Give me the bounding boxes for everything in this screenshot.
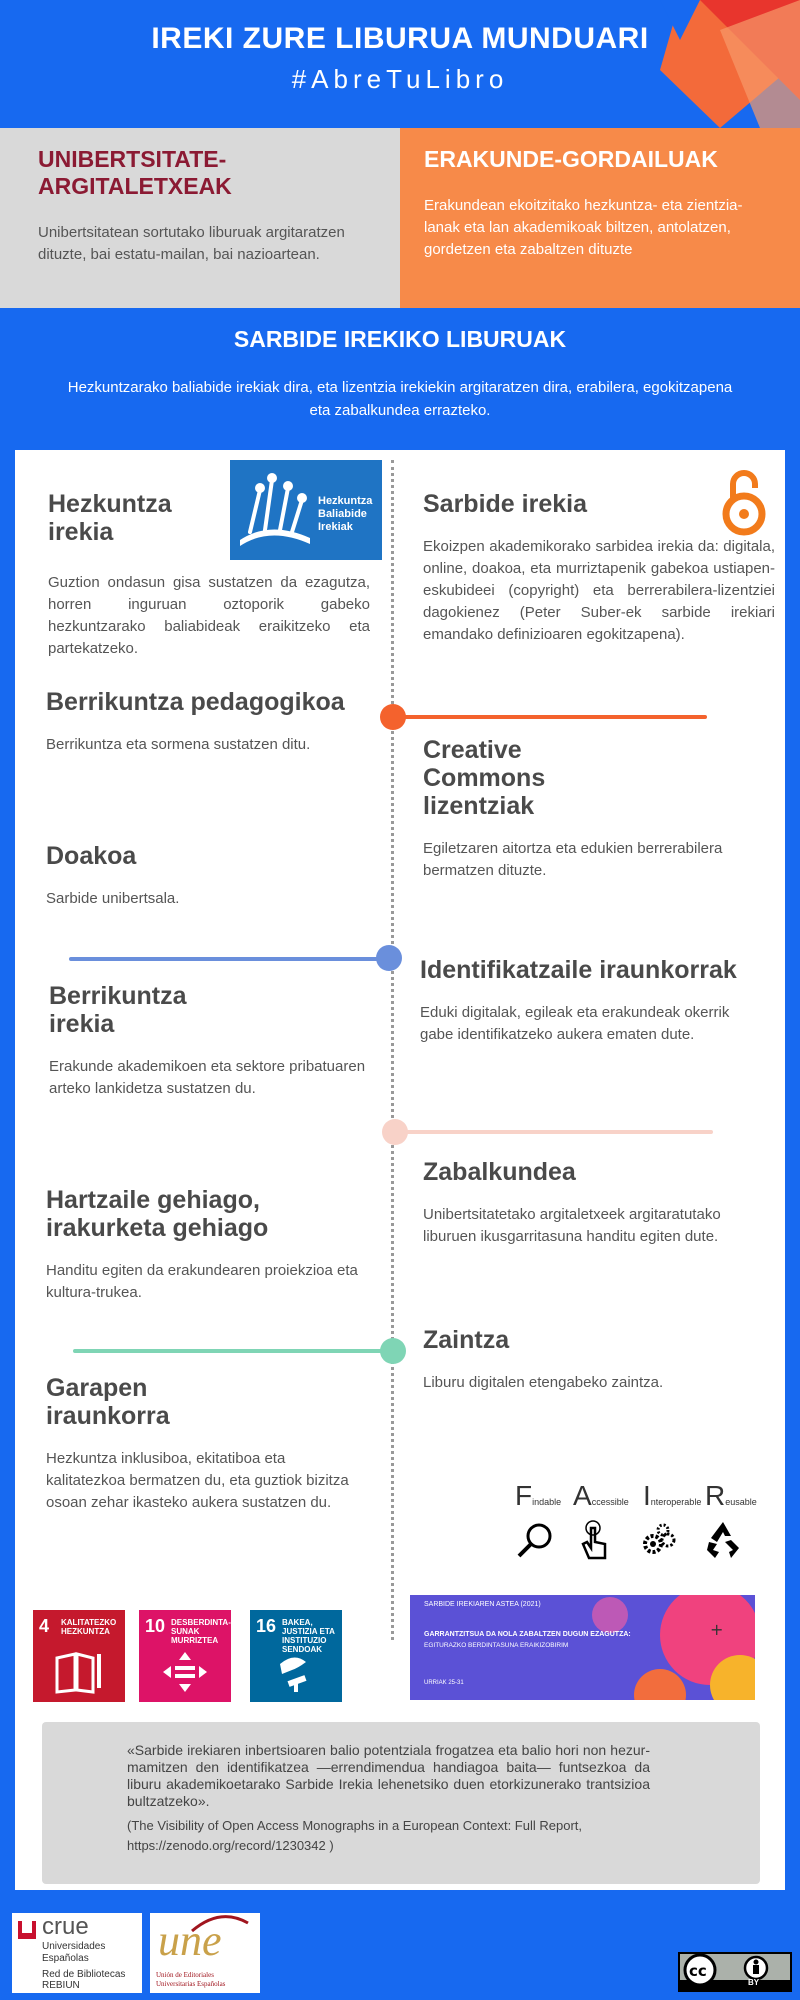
fair-accessible: Accessible bbox=[573, 1480, 629, 1511]
item-title: Garapen iraunkorra bbox=[46, 1374, 170, 1430]
timeline-dot-red bbox=[380, 704, 406, 730]
item-text: Ekoizpen akademikorako sarbidea irekia da: digitala, online, doakoa, eta murriztapenik gabekoa ustiapen-eskubideei (copyright) eta berrerabilera-lizentziei dagokienez (Peter Suber-ek sarbide irekiari emandako definizioaren egokitzapena). bbox=[423, 538, 775, 643]
recycle-icon bbox=[703, 1520, 743, 1560]
book-hands-icon bbox=[230, 460, 318, 560]
item-text: Erakunde akademikoen eta sektore pribatuaren arteko lankidetza sustatzen du. bbox=[49, 1058, 366, 1097]
item-title: Zabalkundea bbox=[423, 1158, 576, 1186]
item-title: Sarbide irekia bbox=[423, 490, 587, 518]
item-free bbox=[46, 842, 366, 910]
open-books-title: SARBIDE IREKIKO LIBURUAK bbox=[233, 326, 567, 352]
item-title: Creative Commons lizentziak bbox=[423, 736, 546, 820]
header bbox=[0, 0, 800, 128]
item-text: Handitu egiten da erakundearen proiekzioa eta kultura-trukea. bbox=[46, 1262, 358, 1301]
fair-findable: Findable bbox=[515, 1480, 562, 1511]
repositories-title: ERAKUNDE-GORDAILUAK bbox=[424, 146, 718, 172]
timeline-dot-pink bbox=[382, 1119, 408, 1145]
hand-pointer-icon bbox=[573, 1520, 613, 1560]
item-text: Unibertsitatetako argitaletxeek argitaratutako liburuen ikusgarritasuna handitu egiten dute. bbox=[423, 1206, 721, 1245]
sdg-16-badge: 16 BAKEA, JUSTIZIA ETA INSTITUZIO SENDOAK bbox=[250, 1610, 342, 1702]
timeline-dot-green bbox=[380, 1338, 406, 1364]
open-books-intro: Hezkuntzarako baliabide irekiak dira, eta lizentzia irekiekin argitaratzen dira, erabilera, egokitzapena eta zabalkundea errazteko. bbox=[67, 379, 733, 419]
university-presses-text: Unibertsitatean sortutako liburuak argitaratzen dituzte, bai estatu-mailan, bai nazioartean. bbox=[38, 224, 345, 263]
equality-arrows-icon bbox=[161, 1650, 209, 1694]
page-title: IREKI ZURE LIBURUA MUNDUARI bbox=[151, 22, 649, 55]
quote-box bbox=[42, 1722, 760, 1884]
quote-text: «Sarbide irekiaren inbertsioaren balio potentziala frogatzea eta balio hori non hezur-mamitzen den identifikatzea —errendimendua handiagoa baita— funtsezkoa da liburu akademikoetarako Sarbide Irekia lehenetsiko duen etorkizunerako trantsizioa bultzatzeko». bbox=[127, 1742, 650, 1809]
timeline-line-green bbox=[73, 1349, 391, 1353]
item-open-innovation bbox=[49, 982, 379, 1100]
repositories-text: Erakundean ekoitzitako hezkuntza- eta zientzia-lanak eta lan akademikoak biltzen, antolatzen, gordetzen eta zabaltzen dituzte bbox=[424, 197, 743, 258]
item-text: Berrikuntza eta sormena sustatzen ditu. bbox=[46, 736, 311, 753]
item-title: Hezkuntza irekia bbox=[48, 490, 172, 546]
item-text: Hezkuntza inklusiboa, ekitatiboa eta kalitatezkoa bermatzen du, eta guztiok bizitza osoan zehar ikasteko aukera sustatzen du. bbox=[46, 1450, 349, 1511]
hashtag: #AbreTuLibro bbox=[291, 64, 509, 94]
timeline-line-blue bbox=[69, 957, 391, 961]
item-more-readers bbox=[46, 1186, 366, 1304]
item-open-access bbox=[423, 490, 775, 646]
item-preservation bbox=[423, 1326, 763, 1394]
item-text: Sarbide unibertsala. bbox=[46, 890, 180, 907]
cc-by-icon bbox=[680, 1954, 790, 1990]
svg-text:+: + bbox=[710, 1620, 724, 1639]
item-title: Berrikuntza irekia bbox=[49, 982, 187, 1038]
item-text: Egiletzaren aitortza eta edukien berrerabilera bermatzen dituzte. bbox=[423, 840, 723, 879]
une-logo: une Unión de Editoriales Universitarias Españolas bbox=[150, 1913, 260, 1993]
item-sustainable-development bbox=[46, 1374, 366, 1514]
item-title: Identifikatzaile iraunkorrak bbox=[420, 956, 737, 984]
item-persistent-identifiers bbox=[420, 956, 760, 1046]
gears-icon bbox=[639, 1520, 679, 1560]
university-presses-panel bbox=[0, 128, 400, 308]
une-swoosh-icon bbox=[190, 1913, 250, 1933]
fair-principles bbox=[515, 1480, 755, 1570]
sdg-10-badge: 10 DESBERDINTA-SUNAK MURRIZTEA bbox=[139, 1610, 231, 1702]
item-open-education-text bbox=[48, 572, 370, 660]
magnifier-icon bbox=[515, 1520, 555, 1560]
item-pedagogical-innovation bbox=[46, 688, 366, 756]
corner-decoration-icon bbox=[660, 0, 800, 128]
item-text: Liburu digitalen etengabeko zaintza. bbox=[423, 1374, 664, 1391]
item-title: Berrikuntza pedagogikoa bbox=[46, 688, 345, 716]
crue-mark-icon bbox=[16, 1919, 38, 1941]
timeline-spine bbox=[391, 460, 394, 1640]
timeline-line-pink bbox=[395, 1130, 713, 1134]
open-education-logo bbox=[230, 460, 382, 560]
timeline-dot-blue bbox=[376, 945, 402, 971]
crue-logo: crue Universidades Españolas Red de Bibliotecas REBIUN bbox=[12, 1913, 142, 1993]
open-education-logo-text: Hezkuntza Baliabide Irekiak bbox=[318, 495, 373, 533]
banner-line-3: EGITURAZKO BERDINTASUNA ERAIKIZOBIRIM bbox=[424, 1642, 569, 1649]
item-creative-commons bbox=[423, 736, 753, 882]
item-title: Zaintza bbox=[423, 1326, 510, 1354]
item-title: Hartzaile gehiago, irakurketa gehiago bbox=[46, 1186, 269, 1242]
timeline-line-red bbox=[395, 715, 707, 719]
item-text: Eduki digitalak, egileak eta erakundeak okerrik gabe identifikatzeko aukera ematen dute. bbox=[420, 1004, 730, 1043]
university-presses-title: UNIBERTSITATE-ARGITALETXEAK bbox=[38, 146, 232, 199]
item-text: Guztion ondasun gisa sustatzen da ezagutza, horren inguruan oztoporik gabeko hezkuntzarako baliabideak eraikitzeko eta partekatzeko. bbox=[48, 574, 370, 657]
svg-text:cc: cc bbox=[689, 1962, 707, 1980]
sdg-4-badge: 4 KALITATEZKO HEZKUNTZA bbox=[33, 1610, 125, 1702]
quote-source: (The Visibility of Open Access Monographs in a European Context: Full Report, https://zenodo.org/record/1230342 ) bbox=[127, 1818, 582, 1853]
cc-by-license-badge: cc BY bbox=[678, 1952, 792, 1992]
book-pencil-icon bbox=[55, 1650, 103, 1694]
banner-line-2: GARRANTZITSUA DA NOLA ZABALTZEN DUGUN EZAGUTZA: bbox=[424, 1631, 631, 1638]
banner-line-4: URRIAK 25-31 bbox=[424, 1680, 464, 1686]
open-access-week-banner bbox=[410, 1595, 755, 1700]
repositories-panel bbox=[400, 128, 800, 308]
fair-reusable: Reusable bbox=[705, 1480, 757, 1511]
dove-gavel-icon bbox=[272, 1650, 320, 1694]
item-open-education bbox=[48, 490, 218, 546]
fair-interoperable: Interoperable bbox=[643, 1480, 702, 1511]
main-card bbox=[15, 450, 785, 1890]
item-title: Doakoa bbox=[46, 842, 137, 870]
banner-line-1: SARBIDE IREKIAREN ASTEA (2021) bbox=[424, 1601, 541, 1608]
item-dissemination bbox=[423, 1158, 763, 1248]
